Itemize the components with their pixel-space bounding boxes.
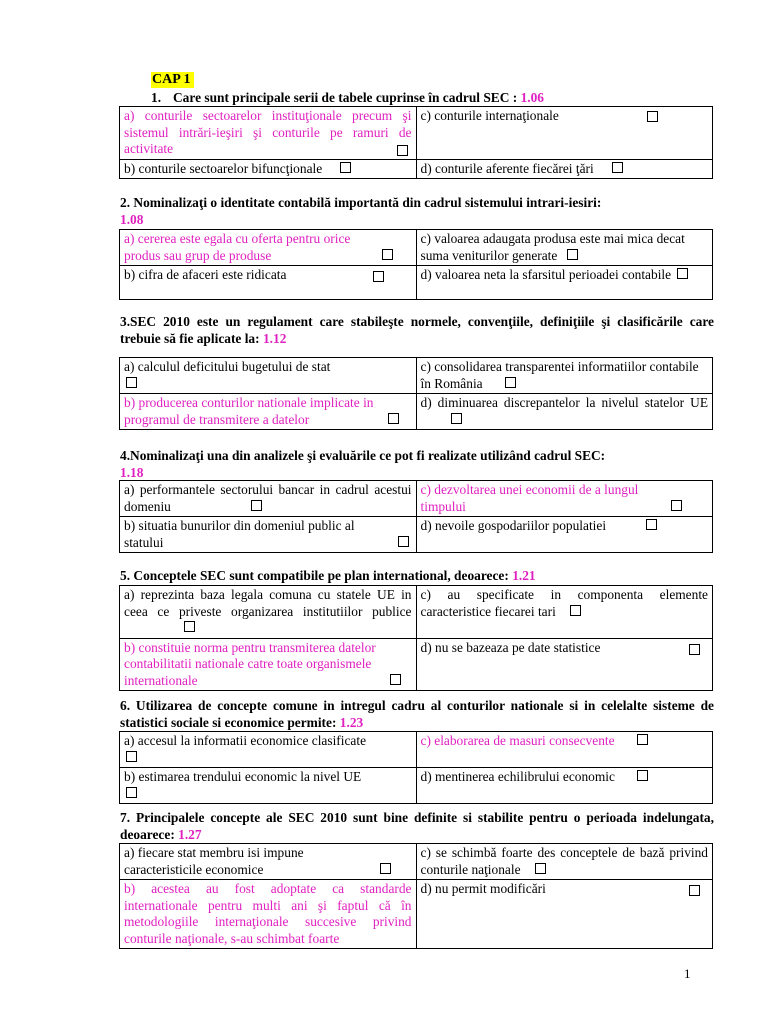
option-text: c) elaborarea de masuri consecvente <box>420 733 615 748</box>
question-3 <box>120 314 714 347</box>
option-text: b) constituie norma pentru transmiterea datelor contabilitatii nationale catre toate organismele internationale <box>124 639 376 688</box>
option-c[interactable] <box>416 732 713 768</box>
options-table-3 <box>119 357 713 430</box>
option-a[interactable] <box>120 481 417 517</box>
option-b[interactable] <box>120 266 417 300</box>
question-text: Nominalizaţi una din analizele şi evaluările ce pot fi realizate utilizând cadrul SEC: <box>130 448 606 463</box>
question-text: Principalele concepte ale SEC 2010 sunt bine definite si stabilite pentru o perioada indelungata, deoarece: <box>120 810 714 842</box>
option-text: b) conturile sectoarelor bifuncţionale <box>124 160 323 176</box>
checkbox-icon[interactable] <box>647 111 658 122</box>
checkbox-icon[interactable] <box>373 271 384 282</box>
option-d[interactable] <box>416 880 713 949</box>
option-text: d) conturile aferente fiecărei ţări <box>420 160 594 176</box>
question-number: 7. <box>120 810 131 825</box>
checkbox-icon[interactable] <box>505 377 516 388</box>
checkbox-icon[interactable] <box>451 413 462 424</box>
question-7 <box>120 810 714 843</box>
checkbox-icon[interactable] <box>380 863 391 874</box>
checkbox-icon[interactable] <box>637 734 648 745</box>
question-text: Nominalizaţi o identitate contabilă importantă din cadrul sistemului intrari-iesiri: <box>133 195 602 210</box>
checkbox-icon[interactable] <box>382 249 393 260</box>
option-text: c) se schimbă foarte des conceptele de bază privind conturile naţionale <box>420 845 708 877</box>
option-a[interactable] <box>120 358 417 394</box>
checkbox-icon[interactable] <box>671 500 682 511</box>
option-a[interactable] <box>120 844 417 880</box>
question-number: 5. <box>120 568 131 583</box>
option-d[interactable] <box>416 266 713 300</box>
question-number: 3. <box>120 314 131 329</box>
option-b[interactable] <box>120 638 417 691</box>
checkbox-icon[interactable] <box>677 268 688 279</box>
option-b[interactable] <box>120 880 417 949</box>
option-c[interactable] <box>416 358 713 394</box>
option-text: b) producerea conturilor nationale implicate in programul de transmitere a datelor <box>124 395 374 427</box>
checkbox-icon[interactable] <box>126 787 137 798</box>
option-b[interactable] <box>120 517 417 553</box>
option-a[interactable] <box>120 107 417 160</box>
option-a[interactable] <box>120 586 417 639</box>
question-reference: 1.27 <box>178 826 202 842</box>
option-text: a) calculul deficitului bugetului de stat <box>124 359 331 374</box>
option-text: c) dezvoltarea unei economii de a lungul timpului <box>420 482 639 514</box>
checkbox-icon[interactable] <box>535 863 546 874</box>
option-c[interactable] <box>416 481 713 517</box>
question-reference: 1.23 <box>339 714 364 730</box>
option-b[interactable] <box>120 394 417 430</box>
question-reference: 1.21 <box>512 568 536 583</box>
question-reference: 1.06 <box>520 90 544 105</box>
option-text: a) cererea este egala cu oferta pentru orice produs sau grup de produse <box>124 231 351 263</box>
question-4 <box>120 448 714 481</box>
options-table-4 <box>119 480 713 553</box>
checkbox-icon[interactable] <box>397 145 408 156</box>
option-d[interactable] <box>416 638 713 691</box>
question-number: 4. <box>120 448 131 463</box>
option-d[interactable] <box>416 517 713 553</box>
option-text: a) accesul la informatii economice clasificate <box>124 733 367 748</box>
option-text: b) cifra de afaceri este ridicata <box>124 267 287 282</box>
checkbox-icon[interactable] <box>567 249 578 260</box>
option-a[interactable] <box>120 732 417 768</box>
option-text: c) conturile internaţionale <box>420 108 559 123</box>
question-text: Conceptele SEC sunt compatibile pe plan international, deoarece: <box>133 568 509 583</box>
checkbox-icon[interactable] <box>637 770 648 781</box>
option-text: a) conturile sectoarelor instituţionale precum şi sistemul intrări-ieşiri şi conturile pe ramuri de activitate <box>124 108 412 156</box>
option-text: d) diminuarea discrepantelor la nivelul statelor UE <box>420 395 708 410</box>
option-text: c) consolidarea transparentei informatiilor contabile în România <box>420 359 699 391</box>
option-text: c) valoarea adaugata produsa este mai mica decat suma veniturilor generate <box>420 231 685 263</box>
option-c[interactable] <box>416 107 713 160</box>
option-b[interactable] <box>120 159 417 179</box>
chapter-heading: CAP 1 <box>151 72 194 88</box>
options-table-6 <box>119 731 713 804</box>
checkbox-icon[interactable] <box>126 377 137 388</box>
checkbox-icon[interactable] <box>251 500 262 511</box>
option-d[interactable] <box>416 394 713 430</box>
checkbox-icon[interactable] <box>689 885 700 896</box>
option-c[interactable] <box>416 844 713 880</box>
question-5 <box>120 568 714 585</box>
option-text: c) au specificate in componenta elemente caracteristice fiecarei tari <box>420 587 708 619</box>
question-number: 6. <box>120 698 131 713</box>
question-text: SEC 2010 este un regulament care stabileşte normele, convenţiile, definiţiile şi clasificările care trebuie să fie aplicate la: <box>120 314 714 346</box>
question-number: 2. <box>120 195 131 210</box>
checkbox-icon[interactable] <box>646 519 657 530</box>
option-d[interactable] <box>416 159 713 179</box>
question-text: Utilizarea de concepte comune in intregul cadru al conturilor nationale si in celelalte sisteme de statistici sociale si economice permite: <box>120 698 714 730</box>
option-text: b) acestea au fost adoptate ca standarde internationale pentru multi ani şi faptul că în metodologiile internaţionale succesive privind conturile naţionale, s-au schimbat foarte <box>124 881 412 946</box>
option-d[interactable] <box>416 768 713 804</box>
checkbox-icon[interactable] <box>570 605 581 616</box>
option-text: d) nu se bazeaza pe date statistice <box>420 639 601 655</box>
option-b[interactable] <box>120 768 417 804</box>
question-text: Care sunt principale serii de tabele cuprinse în cadrul SEC : <box>173 90 518 105</box>
page-number: 1 <box>684 966 691 981</box>
checkbox-icon[interactable] <box>184 621 195 632</box>
checkbox-icon[interactable] <box>689 644 700 655</box>
checkbox-icon[interactable] <box>612 162 623 173</box>
question-6 <box>120 698 714 731</box>
question-reference: 1.08 <box>120 211 144 227</box>
checkbox-icon[interactable] <box>390 674 401 685</box>
option-text: b) estimarea trendului economic la nivel UE <box>124 769 362 784</box>
checkbox-icon[interactable] <box>388 413 399 424</box>
option-text: d) valoarea neta la sfarsitul perioadei contabile <box>420 267 672 282</box>
question-2 <box>120 195 714 228</box>
option-c[interactable] <box>416 586 713 639</box>
options-table-5 <box>119 585 713 691</box>
option-text: a) reprezinta baza legala comuna cu statele UE in ceea ce priveste organizarea institutiilor publice <box>124 587 412 619</box>
option-text: b) situatia bunurilor din domeniul public al statului <box>124 518 355 550</box>
question-reference: 1.18 <box>120 464 144 480</box>
checkbox-icon[interactable] <box>398 536 409 547</box>
option-text: d) nu permit modificări <box>420 881 546 896</box>
option-text: a) performantele sectorului bancar in cadrul acestui domeniu <box>124 482 412 514</box>
question-1 <box>151 90 711 107</box>
option-a[interactable] <box>120 230 417 266</box>
question-reference: 1.12 <box>262 330 287 346</box>
option-text: d) mentinerea echilibrului economic <box>420 769 615 784</box>
checkbox-icon[interactable] <box>340 162 351 173</box>
checkbox-icon[interactable] <box>126 751 137 762</box>
options-table-7 <box>119 843 713 949</box>
option-text: d) nevoile gospodariilor populatiei <box>420 518 607 533</box>
option-text: a) fiecare stat membru isi impune caracteristicile economice <box>124 845 304 877</box>
option-c[interactable] <box>416 230 713 266</box>
options-table-2 <box>119 229 713 300</box>
question-number: 1. <box>151 90 162 105</box>
options-table-1 <box>119 106 713 179</box>
